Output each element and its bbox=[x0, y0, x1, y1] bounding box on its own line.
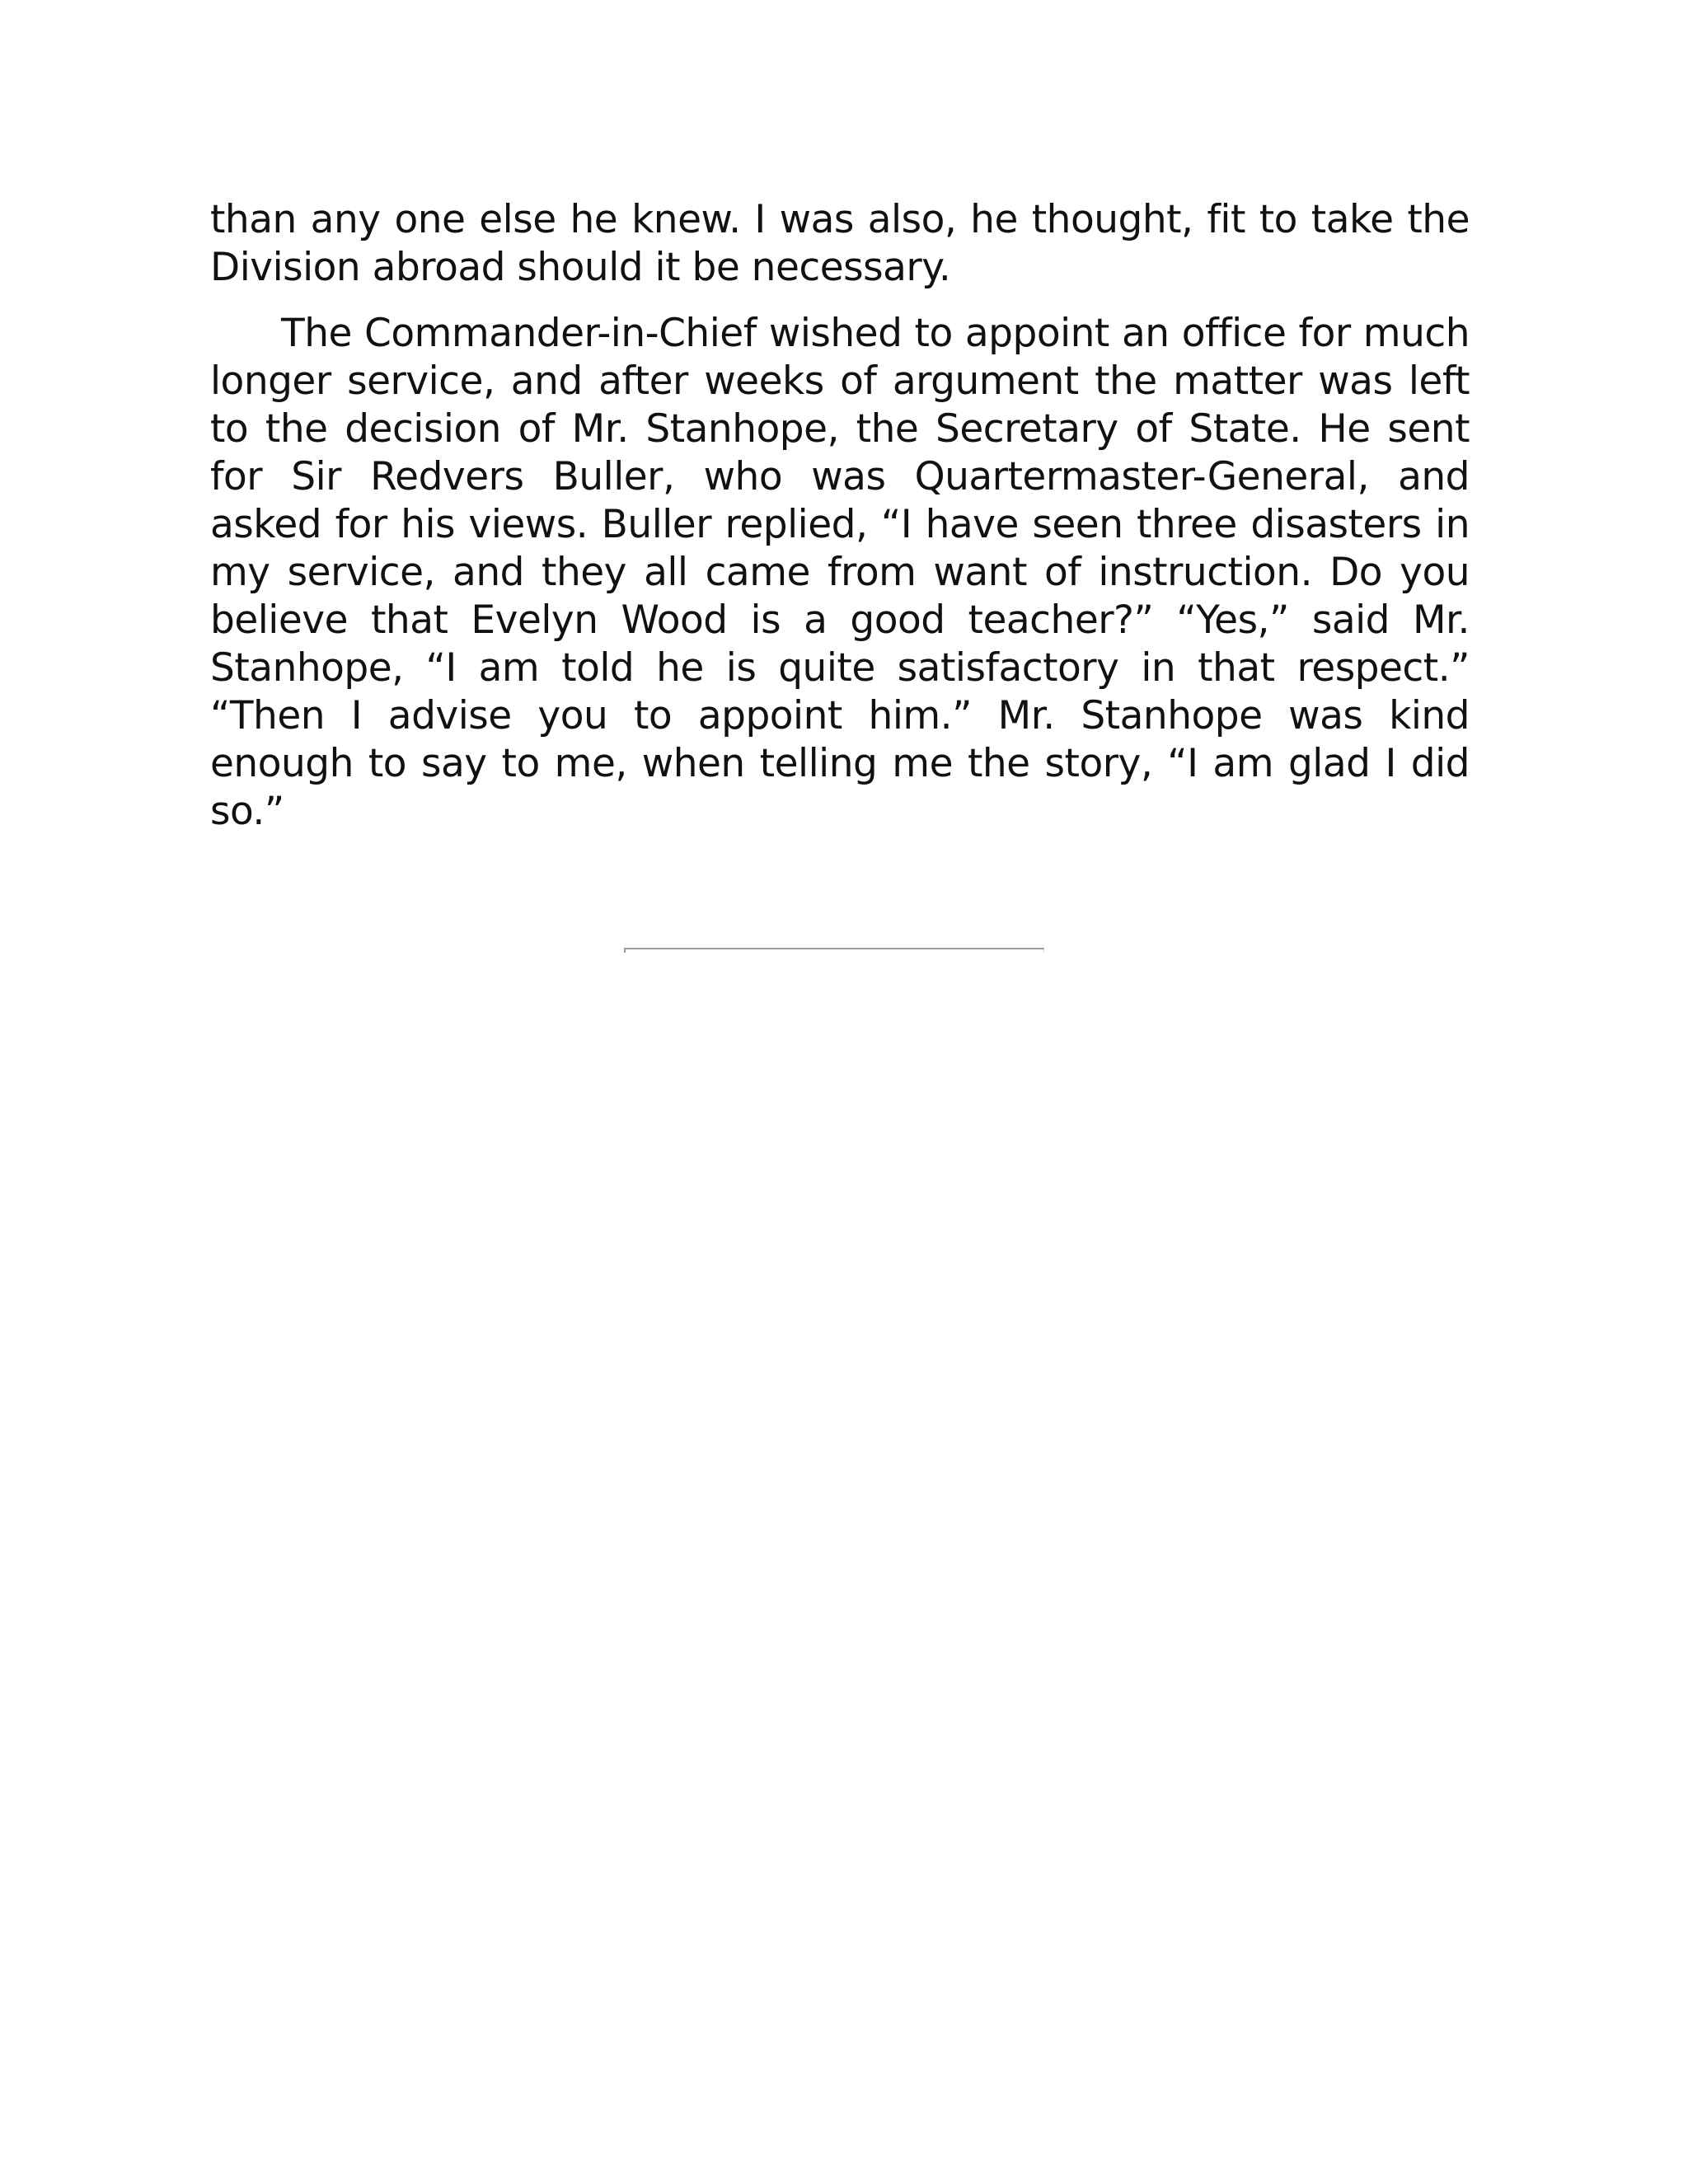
body-text bbox=[210, 196, 1470, 836]
paragraph-continuation: than any one else he knew. I was also, he thought, fit to take the Division abroad should it be necessary. bbox=[210, 197, 1470, 290]
section-divider bbox=[624, 948, 1044, 953]
paragraph-commander-appointment: The Commander-in-Chief wished to appoint an office for much longer service, and after weeks of argument the matter was left to the decision of Mr. Stanhope, the Secretary of State. He sent for Sir Redvers Buller, who was Quartermaster-General, and asked for his views. Buller replied, “I have seen three disasters in my service, and they all came from want of instruction. Do you believe that Evelyn Wood is a good teacher?” “Yes,” said Mr. Stanhope, “I am told he is quite satisfactory in that respect.” “Then I advise you to appoint him.” Mr. Stanhope was kind enough to say to me, when telling me the story, “I am glad I did so.” bbox=[210, 311, 1470, 834]
